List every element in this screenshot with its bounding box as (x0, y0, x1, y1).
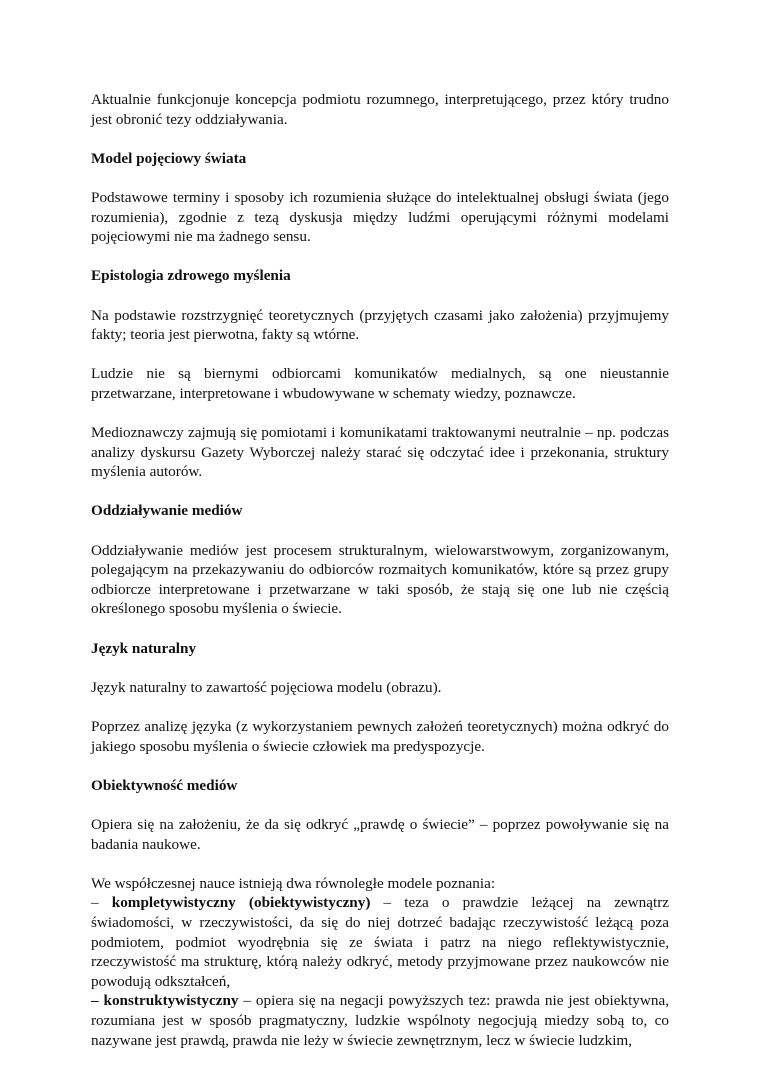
epistologia-paragraph-1: Na podstawie rozstrzygnięć teoretycznych (przyjętych czasami jako założenia) przyjmujemy fakty; teoria jest pierwotna, fakty są wtórne. (91, 306, 669, 344)
definition-konstruktywistyczny: – opiera się na negacji powyższych tez: prawda nie jest obiektywna, rozumiana jest w sposób pragmatyczny, ludzkie wspólnoty negocjują miedzy sobą to, co nazywane jest prawdą, prawda nie leży w świecie zewnętrznym, lecz w świecie ludzkim, (91, 992, 669, 1049)
heading-obiektywnosc: Obiektywność mediów (91, 776, 238, 794)
list-item-konstruktywistyczny (91, 991, 669, 1050)
obiektywnosc-paragraph-1: Opiera się na założeniu, że da się odkryć „prawdę o świecie” – poprzez powoływanie się na badania naukowe. (91, 815, 669, 853)
model-paragraph-1: Podstawowe terminy i sposoby ich rozumienia służące do intelektualnej obsługi świata (jego rozumienia), zgodnie z tezą dyskusja między ludźmi operującymi różnymi modelami pojęciowymi nie ma żadnego sensu. (91, 188, 669, 246)
models-list-intro: We współczesnej nauce istnieją dwa równoległe modele poznania: (91, 874, 496, 892)
term-kompletywistyczny: kompletywistyczny (obiektywistyczny) (111, 894, 371, 912)
list-dash: – (91, 894, 112, 912)
list-dash-bold: – (91, 992, 104, 1010)
models-list (91, 874, 669, 1050)
jezyk-paragraph-1: Język naturalny to zawartość pojęciowa modelu (obrazu). (91, 678, 442, 696)
heading-model: Model pojęciowy świata (91, 149, 247, 167)
heading-epistologia: Epistologia zdrowego myślenia (91, 267, 291, 285)
oddzialywanie-paragraph-1: Oddziaływanie mediów jest procesem strukturalnym, wielowarstwowym, zorganizowanym, polegającym na przekazywaniu do odbiorców rozmaitych komunikatów, które są przez grupy odbiorcze interpretowane i przetwarzane w taki sposób, że stają się one lub nie częścią określonego sposobu myślenia o świecie. (91, 541, 669, 618)
intro-paragraph: Aktualnie funkcjonuje koncepcja podmiotu rozumnego, interpretującego, przez który trudno jest obronić tezy oddziaływania. (91, 91, 669, 128)
heading-oddzialywanie: Oddziaływanie mediów (91, 502, 243, 520)
heading-jezyk: Język naturalny (91, 639, 197, 657)
epistologia-paragraph-2: Ludzie nie są biernymi odbiorcami komunikatów medialnych, są one nieustannie przetwarzane, interpretowane i wbudowywane w schematy wiedzy, poznawcze. (91, 365, 669, 402)
term-konstruktywistyczny: konstruktywistyczny (103, 992, 239, 1010)
document-page (91, 90, 669, 1050)
jezyk-paragraph-2: Poprzez analizę języka (z wykorzystaniem pewnych założeń teoretycznych) można odkryć do jakiego sposobu myślenia o świecie człowiek ma predyspozycje. (91, 718, 669, 755)
definition-kompletywistyczny: – teza o prawdzie leżącej na zewnątrz świadomości, w rzeczywistości, da się do niej dotrzeć badając rzeczywistość leżącą poza podmiotem, podmiot wyodrębnia się ze świata i patrz na niego reflektywistycznie, rzeczywistość ma strukturę, którą należy odkryć, metody przyjmowane przez naukowców nie powodują odkształceń, (91, 894, 669, 990)
list-item-kompletywistyczny (91, 893, 669, 991)
epistologia-paragraph-3: Medioznawczy zajmują się pomiotami i komunikatami traktowanymi neutralnie – np. podczas analizy dyskursu Gazety Wyborczej należy starać się odczytać idee i przekonania, struktury myślenia autorów. (91, 424, 669, 481)
